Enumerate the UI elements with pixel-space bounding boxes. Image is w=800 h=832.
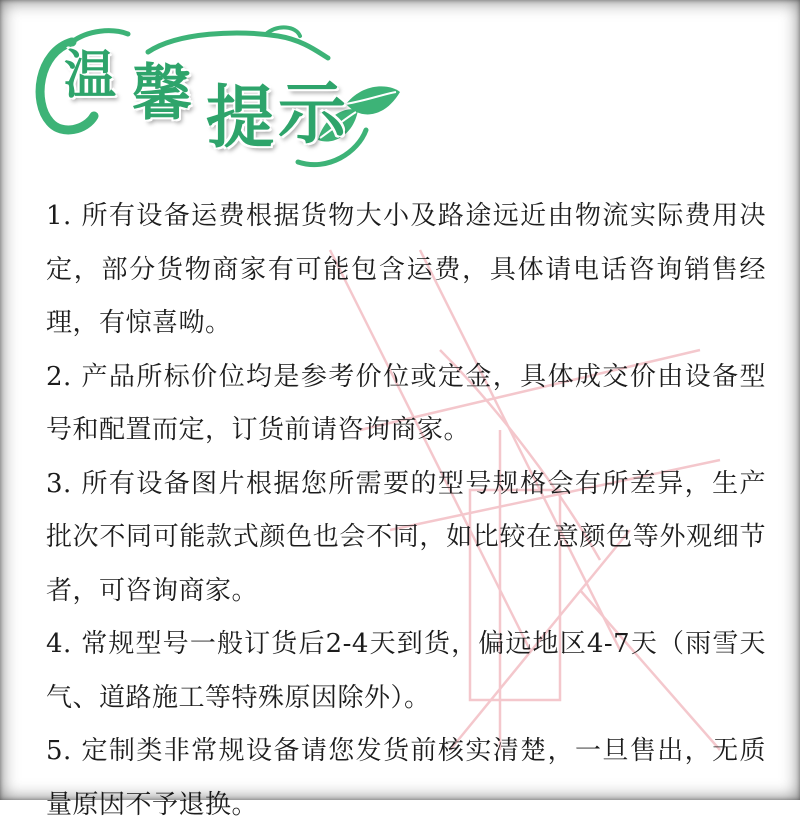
notice-item: 2. 产品所标价位均是参考价位或定金，具体成交价由设备型号和配置而定，订货前请咨询商家。 [46,361,766,445]
warm-tips-heading [28,12,408,182]
notice-item: 3. 所有设备图片根据您所需要的型号规格会有所差异，生产批次不同可能款式颜色也会不同，如比较在意颜色等外观细节者，可咨询商家。 [46,468,766,606]
notice-item: 1. 所有设备运费根据货物大小及路途远近由物流实际费用决定，部分货物商家有可能包含运费，具体请电话咨询销售经理，有惊喜呦。 [46,201,766,338]
notice-item: 5. 定制类非常规设备请您发货前核实清楚，一旦售出，无质量原因不予退换。 [46,736,766,820]
heading-char: 馨 [132,59,192,129]
heading-char: 提 [206,78,275,158]
notice-list [46,190,766,832]
heading-char: 温 [64,45,117,106]
heading-char: 示 [278,74,347,154]
notice-item: 4. 常规型号一般订货后2-4天到货，偏远地区4-7天（雨雪天气、道路施工等特殊原因除外）。 [46,629,766,713]
